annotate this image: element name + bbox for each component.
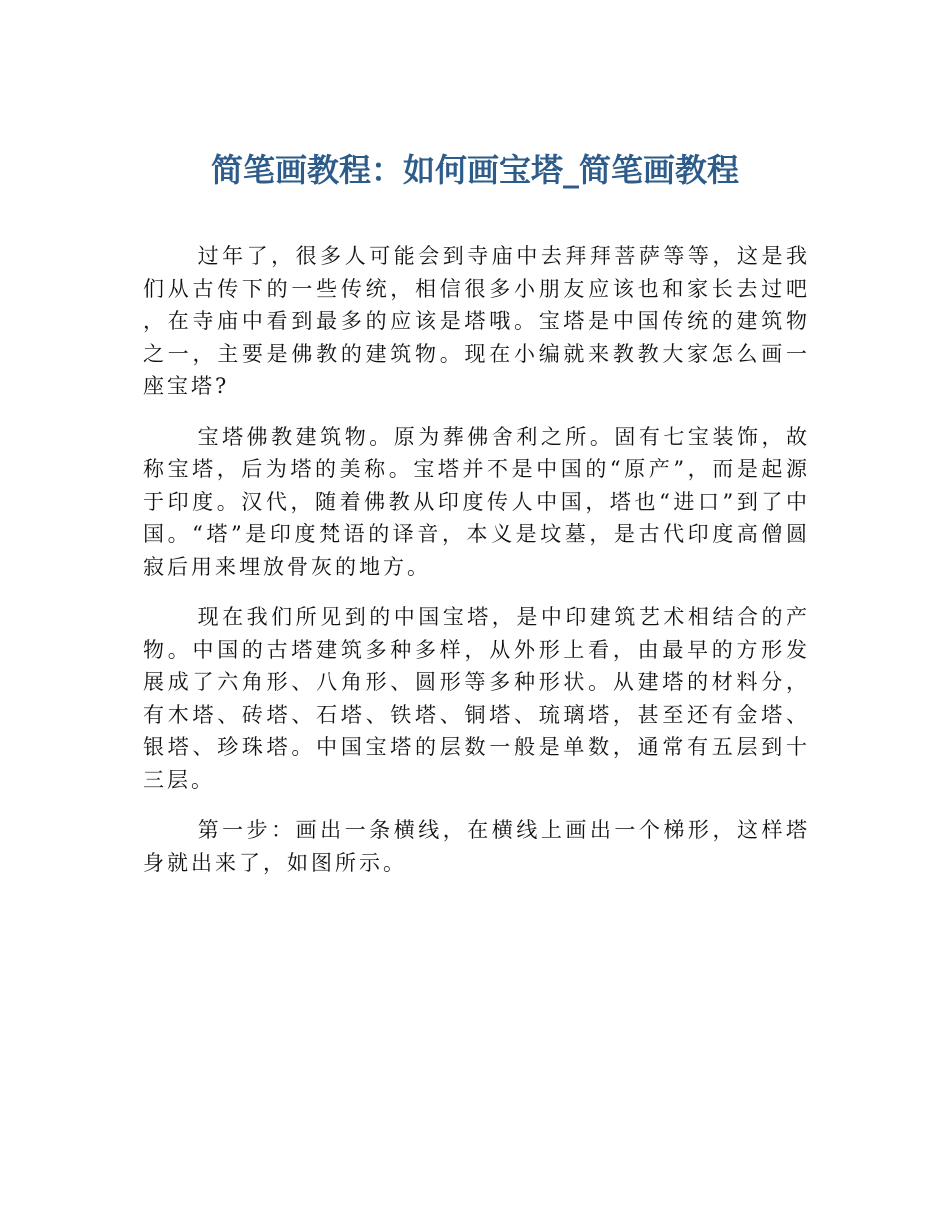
article-body xyxy=(143,240,810,897)
paragraph-pagoda-origin: 宝塔佛教建筑物。原为葬佛舍利之所。固有七宝装饰，故称宝塔，后为塔的美称。宝塔并不是中国的“原产”，而是起源于印度。汉代，随着佛教从印度传人中国，塔也“进口”到了中国。“塔”是印度梵语的译音，本义是坟墓，是古代印度高僧圆寂后用来埋放骨灰的地方。 xyxy=(143,424,810,579)
paragraph-intro: 过年了，很多人可能会到寺庙中去拜拜菩萨等等，这是我们从古传下的一些传统，相信很多小朋友应该也和家长去过吧，在寺庙中看到最多的应该是塔哦。宝塔是中国传统的建筑物之一，主要是佛教的建筑物。现在小编就来教教大家怎么画一座宝塔? xyxy=(143,244,810,398)
paragraph-step-one: 第一步：画出一条横线，在横线上画出一个梯形，这样塔身就出来了，如图所示。 xyxy=(143,818,810,875)
page-title: 简笔画教程：如何画宝塔_简笔画教程 xyxy=(210,151,739,189)
paragraph-pagoda-types: 现在我们所见到的中国宝塔，是中印建筑艺术相结合的产物。中国的古塔建筑多种多样，从外形上看，由最早的方形发展成了六角形、八角形、圆形等多种形状。从建塔的材料分，有木塔、砖塔、石塔、铁塔、铜塔、琉璃塔，甚至还有金塔、银塔、珍珠塔。中国宝塔的层数一般是单数，通常有五层到十三层。 xyxy=(143,605,810,792)
